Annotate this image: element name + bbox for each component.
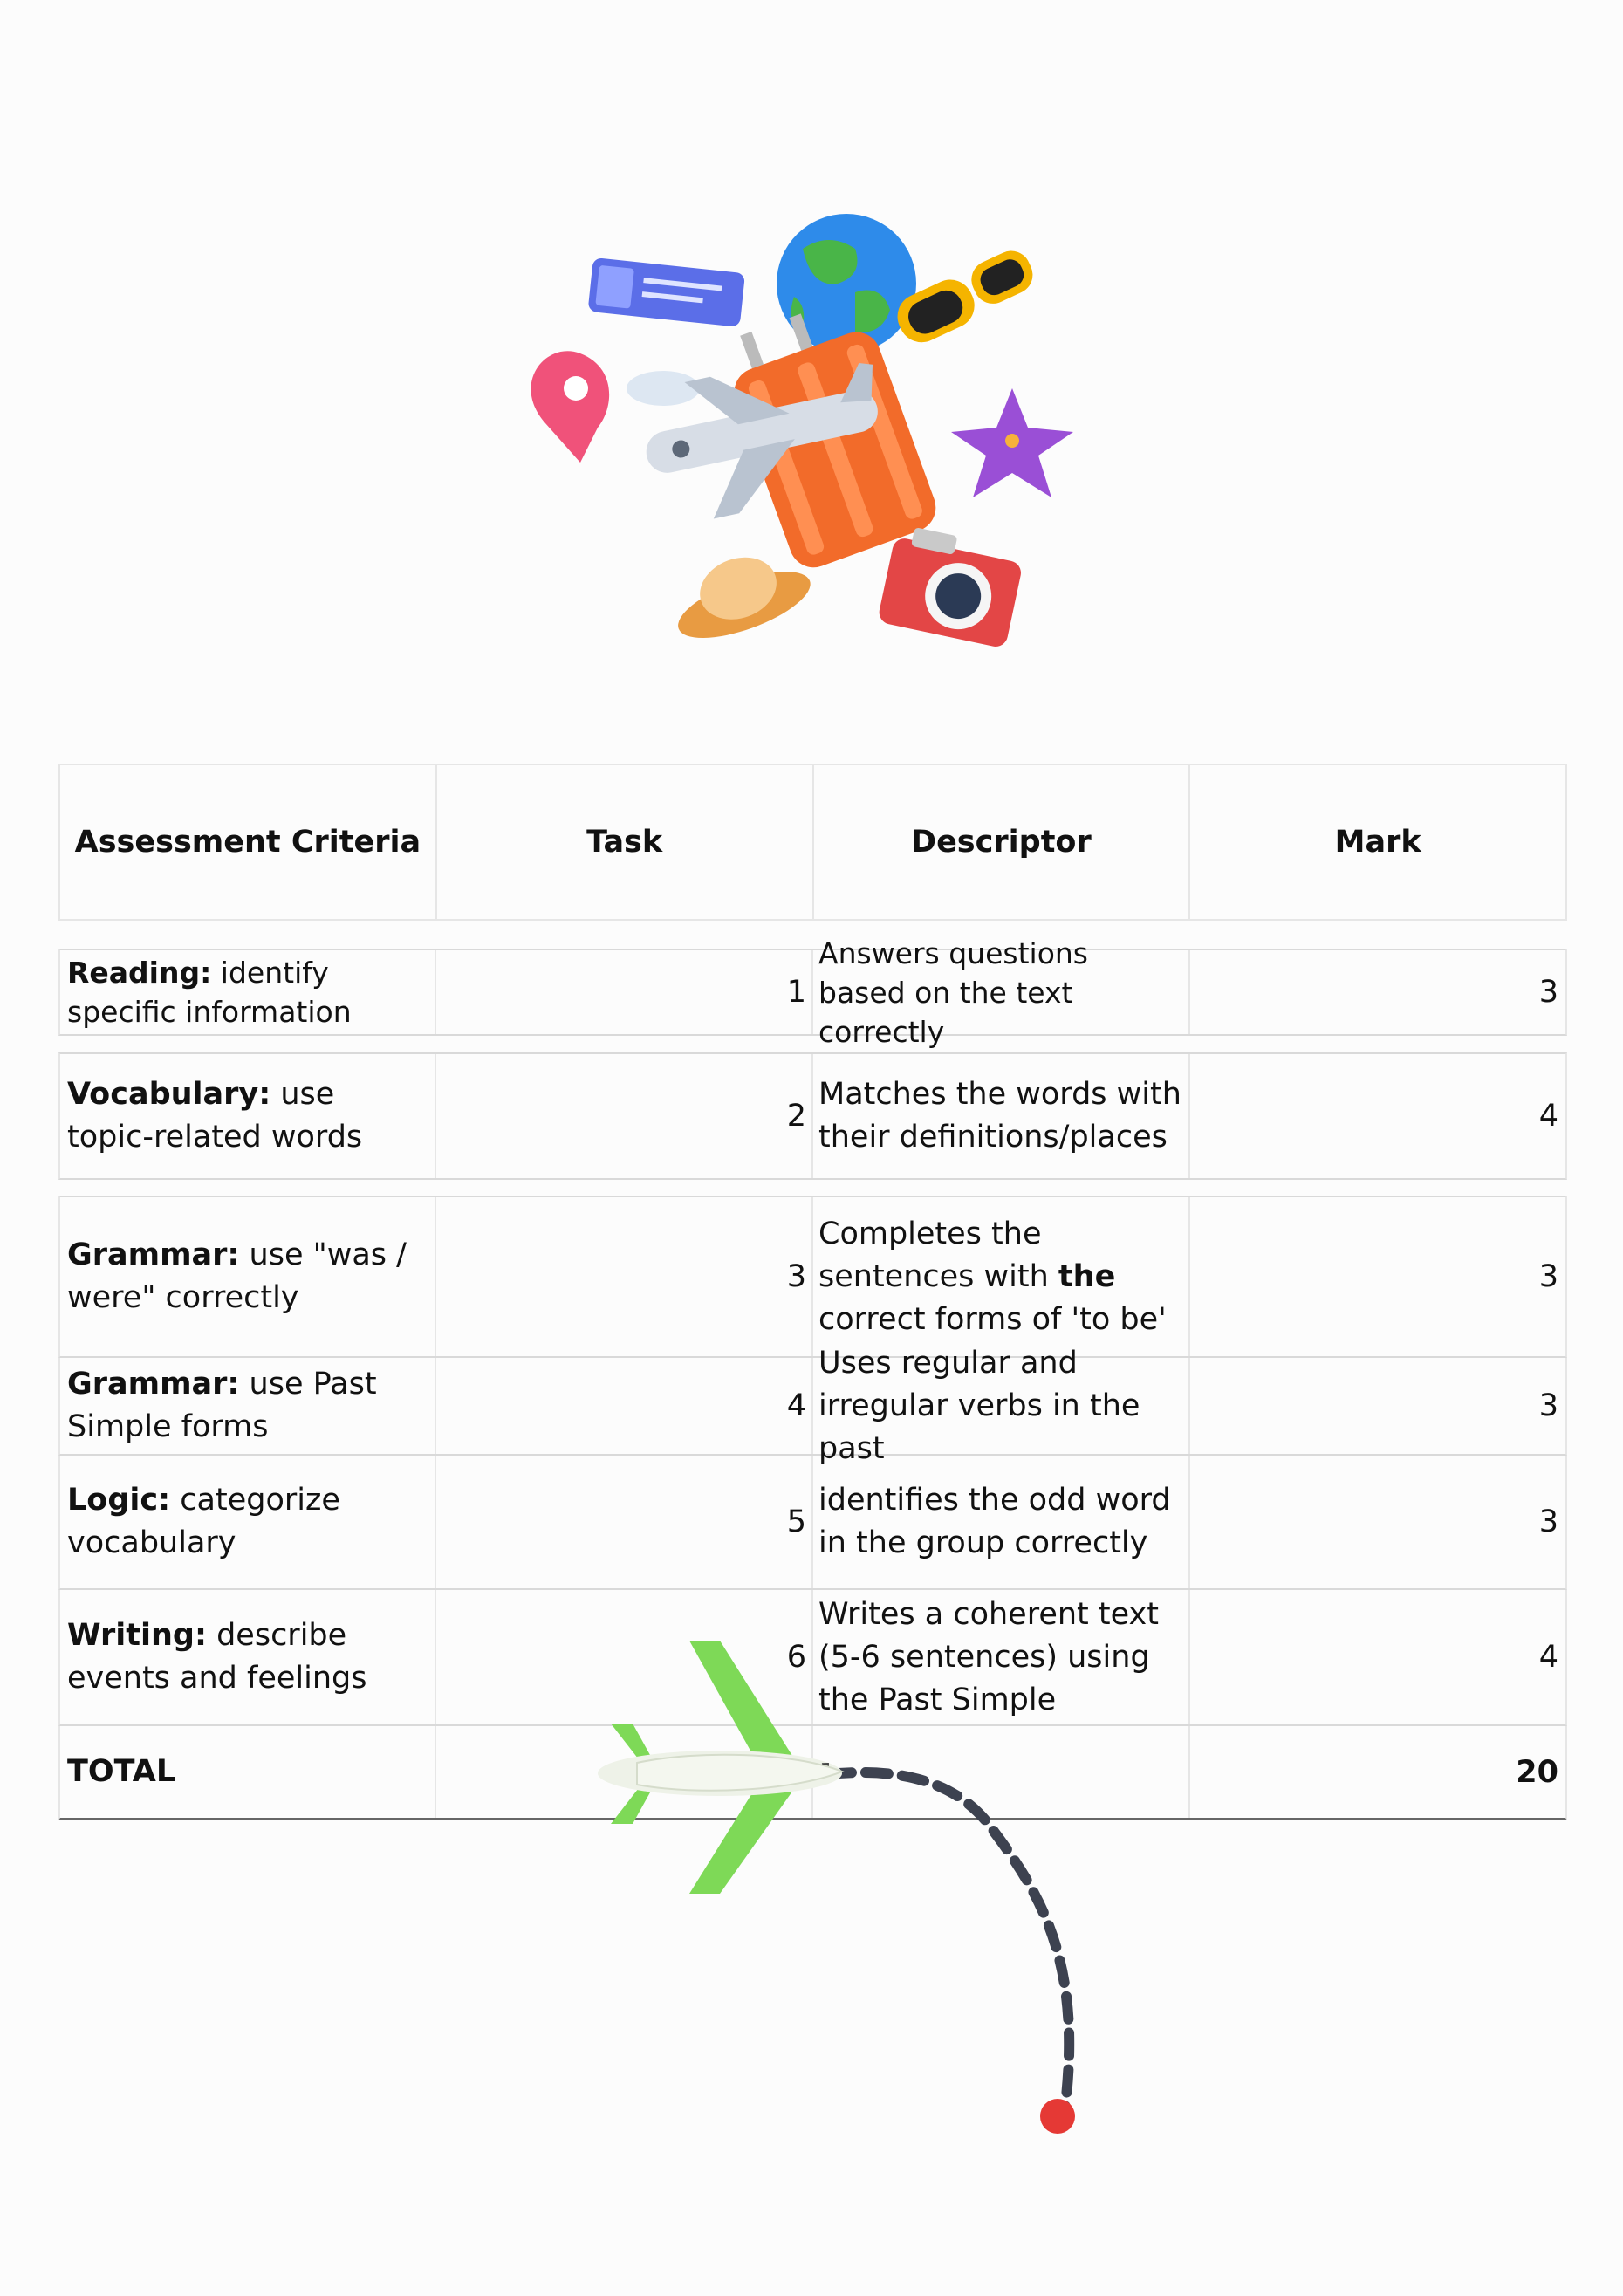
starfish-icon	[951, 388, 1073, 497]
criterion-title: Writing:	[67, 1618, 207, 1653]
header-mark: Mark	[1334, 825, 1421, 860]
total-mark: 20	[1516, 1754, 1558, 1790]
criterion-text: categorize vocabulary	[67, 1483, 340, 1560]
route-dashed-path	[829, 1772, 1069, 2112]
task-cell: 4	[436, 1358, 813, 1454]
camera-icon	[877, 524, 1026, 649]
route-illustration	[593, 1641, 1108, 2147]
table-row	[58, 1345, 1567, 1466]
travel-illustration	[506, 209, 1117, 681]
table-header	[58, 764, 1567, 921]
criterion-title: Reading:	[67, 956, 212, 990]
criterion-cell	[60, 1054, 436, 1178]
criterion-text: describe events and feelings	[67, 1618, 367, 1696]
mark-cell: 3	[1538, 1504, 1558, 1539]
descriptor-emphasis: the	[1058, 1258, 1116, 1294]
ticket-icon	[588, 257, 746, 327]
descriptor-text: Completes the sentences with	[818, 1216, 1058, 1294]
task-cell: 3	[436, 1197, 813, 1356]
criterion-text: use topic-related words	[67, 1077, 363, 1155]
criterion-text: use Past Simple forms	[67, 1367, 377, 1444]
destination-pin-icon	[1040, 2099, 1075, 2134]
criterion-title: Logic:	[67, 1483, 171, 1518]
criterion-cell	[60, 1358, 436, 1454]
task-cell: 5	[436, 1456, 813, 1588]
descriptor-cell	[813, 1197, 1190, 1356]
criterion-cell	[60, 1197, 436, 1356]
mark-cell: 3	[1538, 975, 1558, 1010]
criterion-cell	[60, 950, 436, 1034]
mark-cell: 4	[1538, 1099, 1558, 1134]
criterion-title: Grammar:	[67, 1367, 240, 1402]
descriptor-cell: Answers questions based on the text correctly	[813, 950, 1190, 1034]
location-pin-icon	[531, 351, 609, 463]
mark-cell: 3	[1538, 1388, 1558, 1423]
header-descriptor: Descriptor	[814, 765, 1191, 919]
table-row	[58, 1456, 1567, 1590]
mark-cell: 4	[1538, 1640, 1558, 1675]
table-row	[58, 936, 1567, 1049]
descriptor-cell: Matches the words with their definitions/places	[813, 1054, 1190, 1178]
criterion-text: use "was / were" correctly	[67, 1237, 407, 1315]
descriptor-cell: Uses regular and irregular verbs in the past	[813, 1358, 1190, 1454]
criterion-text: identify specific information	[67, 956, 352, 1029]
header-task: Task	[437, 765, 814, 919]
total-label: TOTAL	[60, 1726, 436, 1818]
criterion-title: Vocabulary:	[67, 1077, 271, 1112]
table-row	[58, 1196, 1567, 1358]
green-airplane-icon	[598, 1641, 842, 1894]
criterion-title: Grammar:	[67, 1237, 240, 1272]
task-cell: 6	[436, 1590, 813, 1724]
task-cell: 2	[436, 1054, 813, 1178]
descriptor-cell: Writes a coherent text (5-6 sentences) using the Past Simple	[813, 1590, 1190, 1724]
descriptor-cell: identifies the odd word in the group correctly	[813, 1456, 1190, 1588]
sunglasses-icon	[890, 244, 1041, 349]
criterion-cell	[60, 1590, 436, 1724]
header-assessment-criteria: Assessment Criteria	[60, 765, 437, 919]
mark-cell: 3	[1538, 1259, 1558, 1294]
table-row	[58, 1052, 1567, 1180]
criterion-cell	[60, 1456, 436, 1588]
descriptor-text: correct forms of 'to be'	[818, 1301, 1167, 1337]
task-cell: 1	[436, 950, 813, 1034]
